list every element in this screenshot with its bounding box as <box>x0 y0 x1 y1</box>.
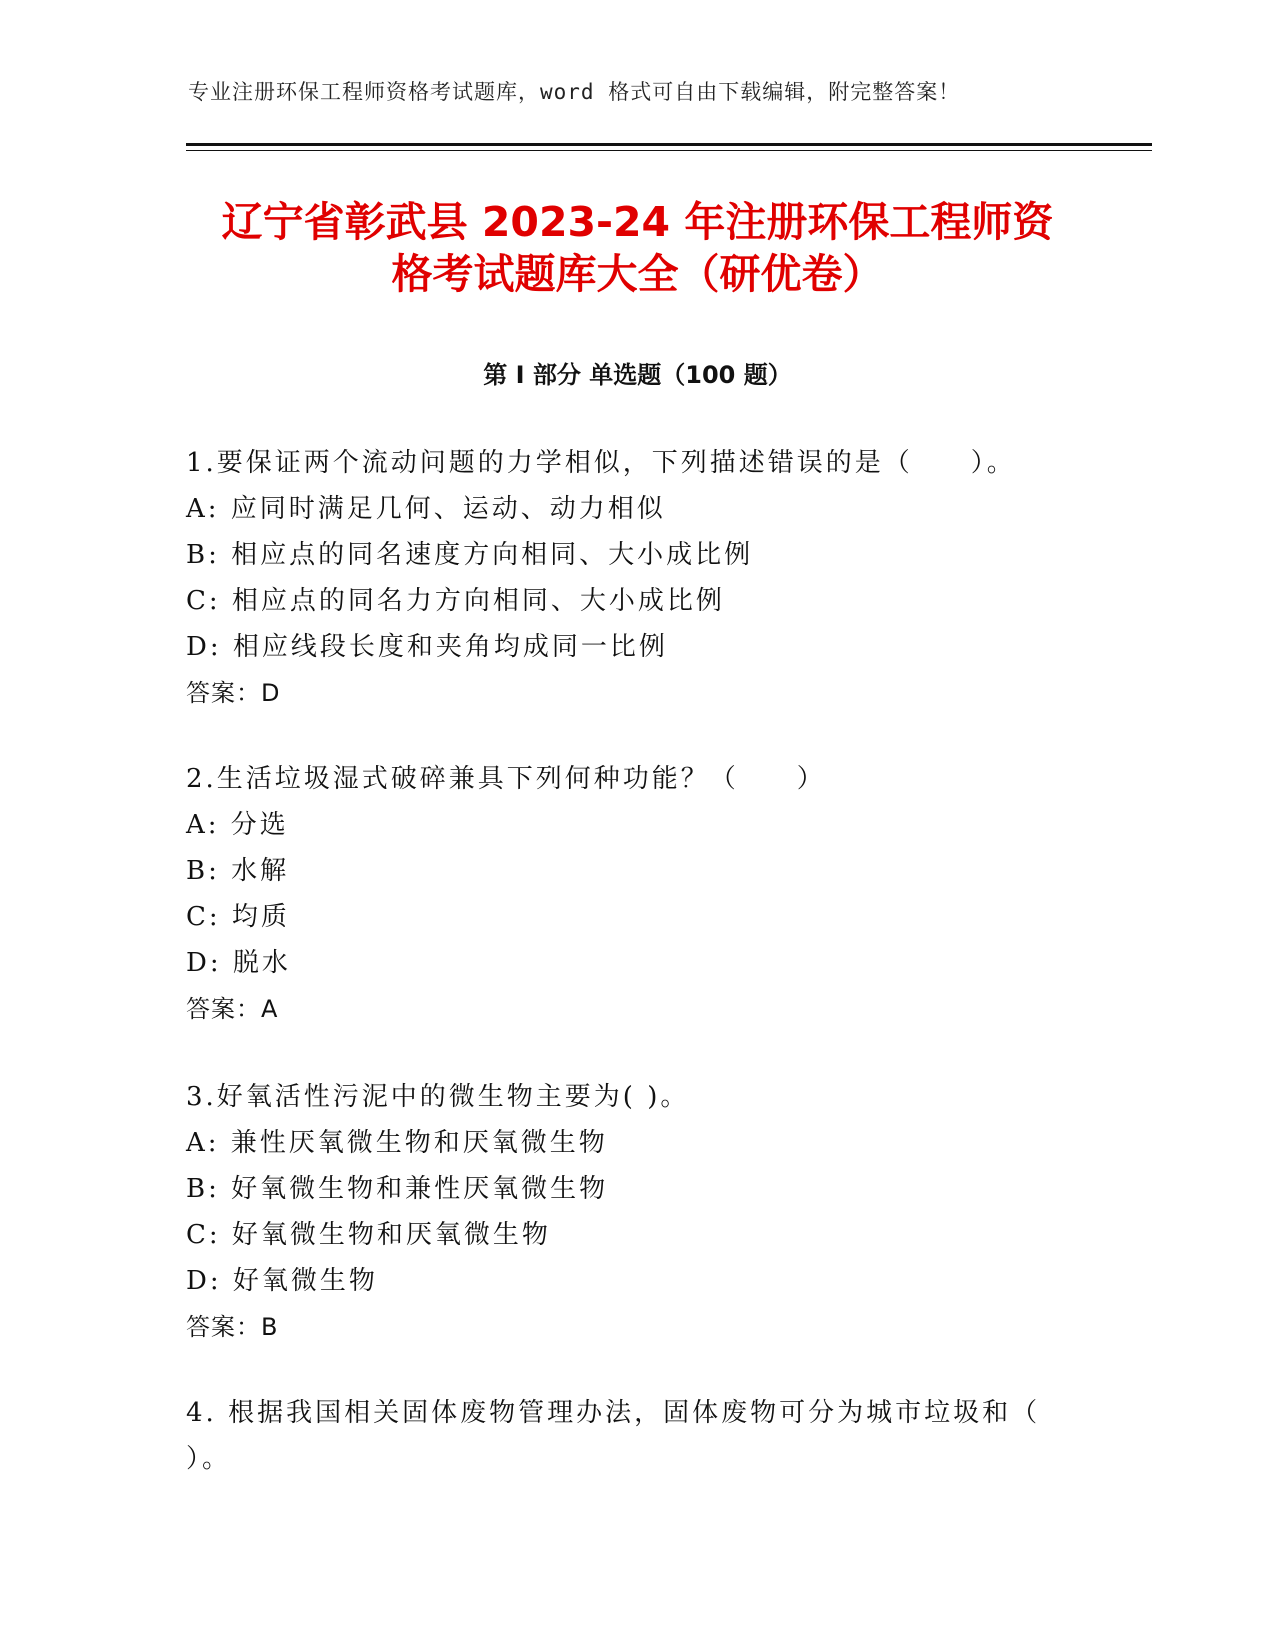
question-2 <box>186 756 1086 1032</box>
answer: 答案：D <box>186 679 281 707</box>
question-stem-line-2: ）。 <box>186 1444 232 1474</box>
question-4 <box>186 1390 1086 1482</box>
question-stem: 3.好氧活性污泥中的微生物主要为( )。 <box>186 1082 690 1112</box>
question-stem: 1.要保证两个流动问题的力学相似，下列描述错误的是（ ）。 <box>186 448 1016 478</box>
document-title-line-2: 格考试题库大全（研优卷） <box>391 250 884 298</box>
question-3 <box>186 1074 1086 1350</box>
option-d: D: 相应线段长度和夹角均成同一比例 <box>186 632 668 662</box>
option-d: D: 脱水 <box>186 948 291 978</box>
document-title <box>150 196 1125 300</box>
option-c: C: 相应点的同名力方向相同、大小成比例 <box>186 586 725 616</box>
question-1 <box>186 440 1086 716</box>
answer: 答案：B <box>186 1313 279 1341</box>
option-b: B: 好氧微生物和兼性厌氧微生物 <box>186 1174 609 1204</box>
option-c: C: 好氧微生物和厌氧微生物 <box>186 1220 551 1250</box>
option-d: D: 好氧微生物 <box>186 1266 378 1296</box>
document-title-line-1: 辽宁省彰武县 2023-24 年注册环保工程师资 <box>221 198 1054 246</box>
question-stem-line-1: 4. 根据我国相关固体废物管理办法，固体废物可分为城市垃圾和（ <box>186 1398 1041 1428</box>
section-title: 第 I 部分 单选题（100 题） <box>483 361 792 389</box>
option-c: C: 均质 <box>186 902 290 932</box>
header-divider-thick <box>186 143 1152 146</box>
question-stem: 2.生活垃圾湿式破碎兼具下列何种功能？（ ） <box>186 764 826 794</box>
option-a: A: 应同时满足几何、运动、动力相似 <box>186 494 666 524</box>
option-b: B: 水解 <box>186 856 290 886</box>
option-a: A: 分选 <box>186 810 289 840</box>
header-divider-thin <box>186 150 1152 151</box>
header-note: 专业注册环保工程师资格考试题库，word 格式可自由下载编辑，附完整答案！ <box>188 80 961 104</box>
option-a: A: 兼性厌氧微生物和厌氧微生物 <box>186 1128 608 1158</box>
answer: 答案：A <box>186 995 279 1023</box>
option-b: B: 相应点的同名速度方向相同、大小成比例 <box>186 540 754 570</box>
